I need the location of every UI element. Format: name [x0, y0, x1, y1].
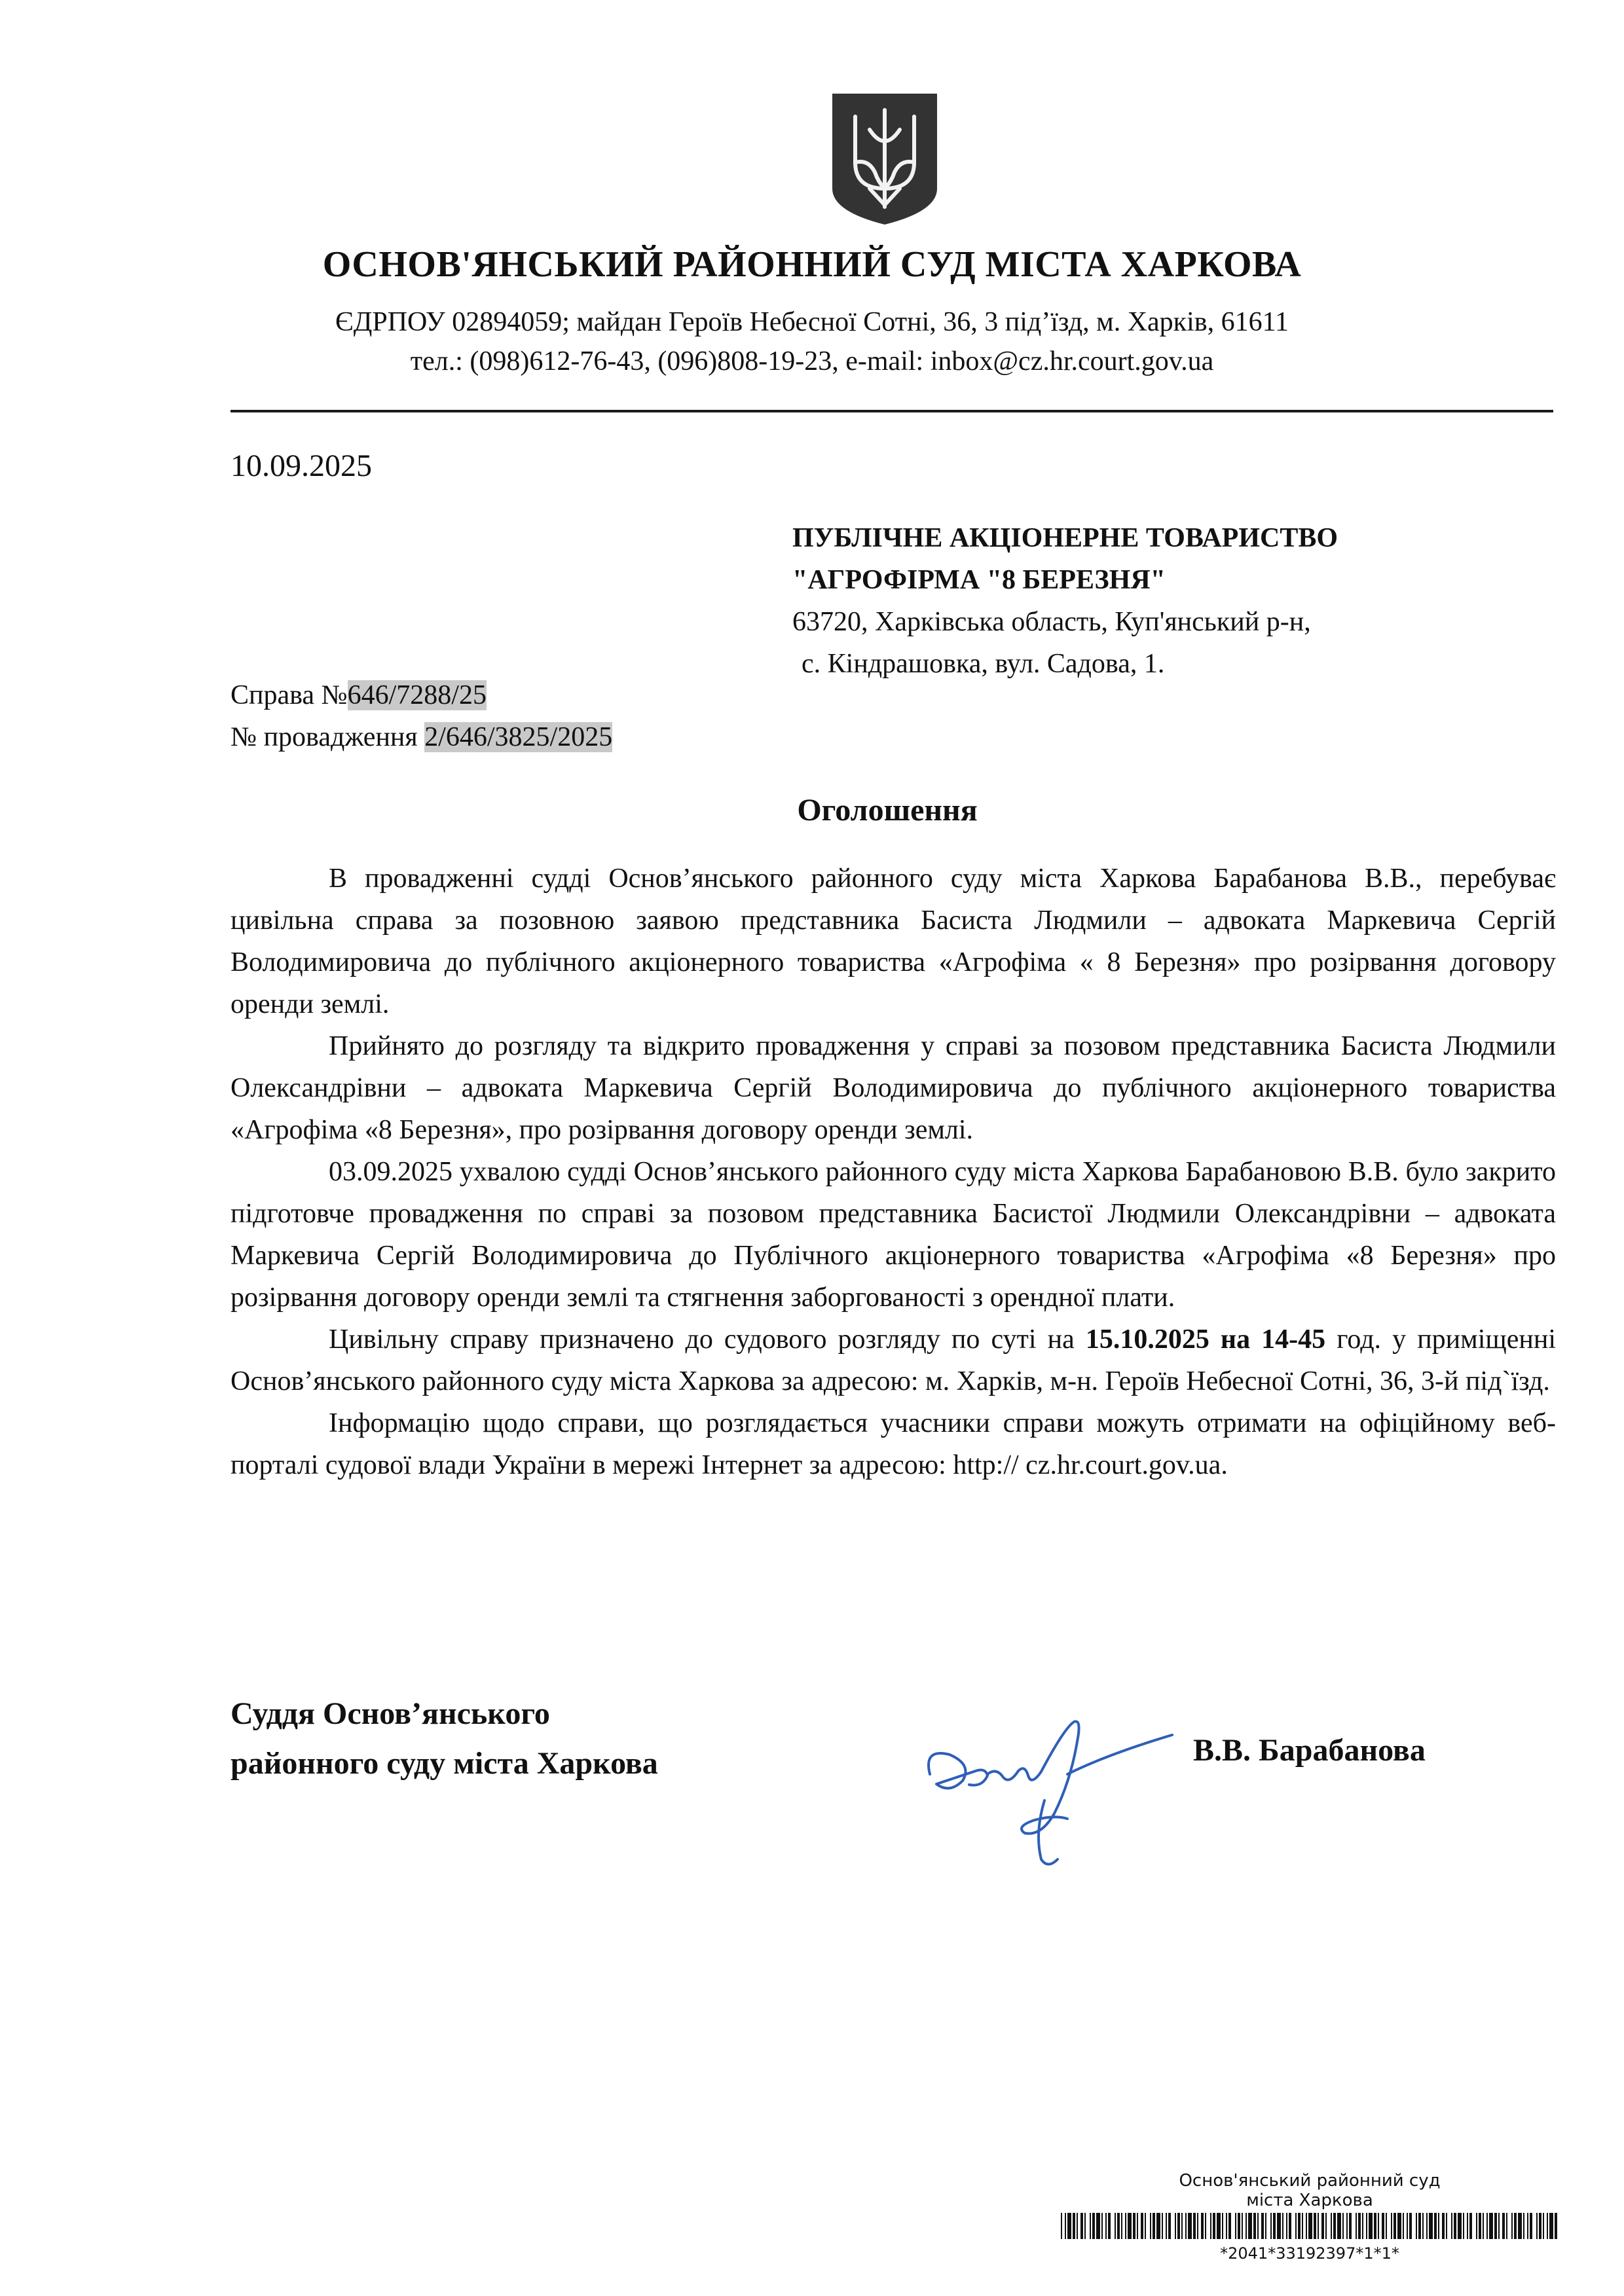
hearing-time: 14-45 [1261, 1324, 1326, 1355]
barcode-label-line1: Основ'янський районний суд [1179, 2171, 1441, 2191]
judge-title-line1: Суддя Основ’янського [231, 1696, 550, 1731]
barcode-bar [1429, 2213, 1433, 2239]
barcode-bar [1346, 2213, 1348, 2239]
barcode-bar [1226, 2213, 1227, 2239]
barcode-bar [1141, 2213, 1143, 2239]
barcode-bar [1451, 2213, 1452, 2239]
barcode-bar [1514, 2213, 1517, 2239]
judge-title-line2: районного суду міста Харкова [231, 1746, 658, 1781]
body-paragraph: Інформацію щодо справи, що розглядається учасники справи можуть отримати на офіційному веб-порталі судової влади України в мережі Інтернет за адресою: http:// cz.hr.court.gov.ua. [231, 1408, 1556, 1480]
barcode-bar [1277, 2213, 1281, 2239]
coat-of-arms-emblem [829, 90, 940, 228]
judge-title [231, 1689, 658, 1789]
barcode-bar [1530, 2213, 1532, 2239]
barcode-bar [1238, 2213, 1240, 2239]
barcode-bar [1527, 2213, 1528, 2239]
barcode-bar [1498, 2213, 1500, 2239]
barcode-bar [1555, 2213, 1557, 2239]
trident-coat-of-arms-icon [829, 90, 940, 228]
barcode-bar [1128, 2213, 1132, 2239]
barcode-bar [1261, 2213, 1264, 2239]
barcode-bar [1489, 2213, 1493, 2239]
barcode-bar [1434, 2213, 1437, 2239]
barcode-bar [1494, 2213, 1497, 2239]
barcode-bar [1289, 2213, 1291, 2239]
barcode-court-label [1113, 2171, 1506, 2210]
barcode-bar [1153, 2213, 1155, 2239]
recipient-name-line1: ПУБЛІЧНЕ АКЦІОНЕРНЕ ТОВАРИСТВО [792, 523, 1338, 553]
judge-name: В.В. Барабанова [1193, 1733, 1426, 1768]
barcode-bar [1073, 2213, 1075, 2239]
barcode-bar [1358, 2213, 1361, 2239]
court-contact-line: тел.: (098)612-76-43, (096)808-19-23, e-mail: inbox@cz.hr.court.gov.ua [410, 346, 1214, 376]
court-contacts [0, 302, 1624, 381]
recipient-address-line1: 63720, Харківська область, Куп'янський р-н, [792, 607, 1311, 637]
barcode-bar [1201, 2213, 1204, 2239]
barcode-bar [1349, 2213, 1352, 2239]
barcode-bar [1065, 2213, 1066, 2239]
barcode-number: *2041*33192397*1*1* [1220, 2244, 1399, 2263]
barcode-bar [1446, 2213, 1447, 2239]
barcode-bar [1333, 2213, 1336, 2239]
barcode-bar [1369, 2213, 1373, 2239]
barcode-bar [1125, 2213, 1126, 2239]
announcement-heading: Оголошення [797, 793, 978, 828]
barcode-bar [1298, 2213, 1301, 2239]
barcode-bar [1518, 2213, 1522, 2239]
barcode-bar [1121, 2213, 1122, 2239]
barcode-bar [1356, 2213, 1357, 2239]
barcode-bar [1137, 2213, 1138, 2239]
barcode-label-line2: міста Харкова [1246, 2191, 1373, 2210]
barcode-bar [1150, 2213, 1151, 2239]
barcode-bar [1101, 2213, 1103, 2239]
barcode-bar [1397, 2213, 1401, 2239]
body-paragraph: Прийнято до розгляду та відкрито провадження у справі за позовом представника Басиста Людмили Олександрівни – адвоката Маркевича Сергій Володимировича до публічного акціонерного товариства «Агрофіма «8 Березня», про розірвання договору оренди землі. [231, 1031, 1556, 1145]
barcode-bar [1197, 2213, 1198, 2239]
court-name: ОСНОВ'ЯНСЬКИЙ РАЙОННИЙ СУД МІСТА ХАРКОВА [322, 244, 1302, 285]
barcode-bar [1265, 2213, 1266, 2239]
barcode-bar [1168, 2213, 1171, 2239]
barcode-bar [1084, 2213, 1086, 2239]
barcode-bar [1502, 2213, 1505, 2239]
barcode-bar [1486, 2213, 1488, 2239]
barcode-bar [1273, 2213, 1276, 2239]
barcode-bar [1217, 2213, 1221, 2239]
barcode-bar [1181, 2213, 1183, 2239]
barcode-bar [1175, 2213, 1176, 2239]
barcode-bar [1295, 2213, 1297, 2239]
barcode-bar [1314, 2213, 1316, 2239]
barcode-bar [1374, 2213, 1376, 2239]
barcode-bar [1325, 2213, 1327, 2239]
barcode-bar [1235, 2213, 1236, 2239]
announcement-body [231, 858, 1556, 1486]
barcode-bar [1418, 2213, 1421, 2239]
barcode-bar [1479, 2213, 1481, 2239]
barcode-bar [1378, 2213, 1379, 2239]
barcode-bar [1458, 2213, 1462, 2239]
case-number: 646/7288/25 [347, 680, 487, 710]
barcode-bar [1096, 2213, 1100, 2239]
barcode-bar [1467, 2213, 1468, 2239]
barcode-bar [1536, 2213, 1538, 2239]
barcode-bar [1483, 2213, 1484, 2239]
barcode-bar [1145, 2213, 1146, 2239]
barcode-bar [1476, 2213, 1477, 2239]
barcode-bar [1092, 2213, 1095, 2239]
barcode-bar [1156, 2213, 1160, 2239]
barcode-bar [1549, 2213, 1553, 2239]
barcode-bar [1393, 2213, 1396, 2239]
barcode-bar [1213, 2213, 1215, 2239]
hearing-at: на [1209, 1324, 1262, 1355]
recipient-address-line2: с. Кіндрашовка, вул. Садова, 1. [802, 649, 1165, 679]
barcode-bar [1442, 2213, 1445, 2239]
barcode-bar [1080, 2213, 1083, 2239]
barcode-bar [1210, 2213, 1211, 2239]
barcode-bar [1543, 2213, 1544, 2239]
barcode [1061, 2213, 1559, 2239]
barcode-bar [1077, 2213, 1078, 2239]
barcode-bar [1469, 2213, 1472, 2239]
barcode-bar [1193, 2213, 1196, 2239]
barcode-bar [1506, 2213, 1507, 2239]
barcode-bar [1547, 2213, 1548, 2239]
hearing-text-post: год. у приміщенні Основ’янського районного суду міста Харкова за адресою: м. Харків, м-н. Героїв Небесної Сотні, 36, 3-й під`їзд. [231, 1324, 1556, 1396]
proceeding-number: 2/646/3825/2025 [424, 722, 613, 752]
barcode-bar [1205, 2213, 1206, 2239]
case-reference [231, 674, 612, 758]
barcode-bar [1228, 2213, 1231, 2239]
barcode-bar [1090, 2213, 1091, 2239]
case-number-line [231, 674, 612, 716]
barcode-bar [1391, 2213, 1392, 2239]
barcode-bar [1222, 2213, 1223, 2239]
barcode-bar [1539, 2213, 1541, 2239]
barcode-bar [1257, 2213, 1259, 2239]
barcode-bar [1188, 2213, 1192, 2239]
header-divider [231, 410, 1553, 412]
barcode-bar [1105, 2213, 1107, 2239]
barcode-bar [1286, 2213, 1287, 2239]
barcode-bar [1185, 2213, 1187, 2239]
barcode-bar [1242, 2213, 1243, 2239]
case-label: Справа № [231, 680, 348, 710]
hearing-date: 15.10.2025 [1085, 1324, 1209, 1355]
barcode-bar [1523, 2213, 1524, 2239]
barcode-bar [1067, 2213, 1071, 2239]
document-date: 10.09.2025 [231, 448, 372, 483]
barcode-bar [1407, 2213, 1408, 2239]
hearing-text-pre: Цивільну справу призначено до судового розгляду по суті на [329, 1324, 1086, 1355]
handwritten-signature [910, 1702, 1198, 1872]
barcode-bar [1253, 2213, 1256, 2239]
recipient-name-line2: "АГРОФІРМА "8 БЕРЕЗНЯ" [792, 565, 1166, 595]
barcode-bar [1248, 2213, 1252, 2239]
barcode-bar [1117, 2213, 1120, 2239]
barcode-bar [1282, 2213, 1283, 2239]
barcode-bar [1382, 2213, 1384, 2239]
barcode-bar [1454, 2213, 1456, 2239]
barcode-bar [1422, 2213, 1424, 2239]
barcode-bar [1177, 2213, 1180, 2239]
barcode-bar [1306, 2213, 1307, 2239]
proceeding-number-line [231, 716, 612, 758]
barcode-bar [1511, 2213, 1513, 2239]
barcode-bar [1162, 2213, 1163, 2239]
hearing-paragraph [231, 1319, 1556, 1402]
barcode-bar [1366, 2213, 1367, 2239]
court-address-line: ЄДРПОУ 02894059; майдан Героїв Небесної Сотні, 36, 3 під’їзд, м. Харків, 61611 [335, 307, 1289, 337]
barcode-bar [1463, 2213, 1464, 2239]
barcode-bar [1337, 2213, 1341, 2239]
barcode-bar [1318, 2213, 1319, 2239]
barcode-bar [1426, 2213, 1428, 2239]
barcode-bar [1438, 2213, 1439, 2239]
barcode-bar [1302, 2213, 1303, 2239]
barcode-bar [1342, 2213, 1344, 2239]
barcode-bar [1115, 2213, 1116, 2239]
barcode-bar [1061, 2213, 1062, 2239]
barcode-bar [1362, 2213, 1363, 2239]
barcode-bar [1386, 2213, 1387, 2239]
barcode-bar [1403, 2213, 1404, 2239]
barcode-bar [1166, 2213, 1167, 2239]
barcode-bar [1133, 2213, 1135, 2239]
barcode-bar [1331, 2213, 1332, 2239]
barcode-bar [1108, 2213, 1111, 2239]
body-paragraph: 03.09.2025 ухвалою судді Основ’янського районного суду міста Харкова Барабановою В.В. було закрито підготовче провадження по справі за позовом представника Басистої Людмили Олександрівни – адвоката Маркевича Сергій Володимировича до Публічного акціонерного товариства «Агрофіма «8 Березня» про розірвання договору оренди землі та стягнення заборгованості з орендної плати. [231, 1157, 1556, 1313]
proceeding-label: № провадження [231, 722, 425, 752]
barcode-bar [1416, 2213, 1417, 2239]
barcode-bar [1321, 2213, 1324, 2239]
recipient-block [792, 517, 1338, 685]
barcode-bar [1308, 2213, 1312, 2239]
barcode-bar [1409, 2213, 1412, 2239]
barcode-bar [1270, 2213, 1272, 2239]
barcode-bar [1246, 2213, 1247, 2239]
body-paragraph: В провадженні судді Основ’янського районного суду міста Харкова Барабанова В.В., перебуває цивільна справа за позовною заявою представника Басиста Людмили – адвоката Маркевича Сергій Володимировича до публічного акціонерного товариства «Агрофіма « 8 Березня» про розірвання договору оренди землі. [231, 864, 1556, 1019]
